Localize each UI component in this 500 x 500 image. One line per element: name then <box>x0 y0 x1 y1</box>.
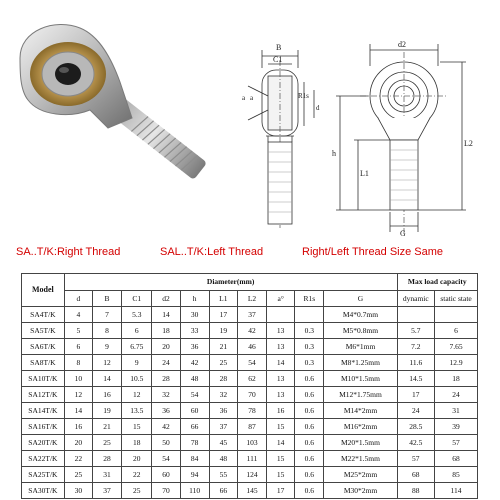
table-body <box>22 307 478 499</box>
table-cell: 14.5 <box>397 371 435 387</box>
table-cell: 8 <box>64 355 92 371</box>
table-cell: M6*1mm <box>324 339 397 355</box>
table-cell: 0.3 <box>295 339 324 355</box>
table-row <box>22 419 478 435</box>
table-cell: 16 <box>92 387 121 403</box>
product-photo <box>0 0 225 240</box>
table-cell: 85 <box>435 467 478 483</box>
table-cell: 42 <box>237 323 266 339</box>
table-cell: 14 <box>152 307 180 323</box>
model-cell: SA14T/K <box>22 403 65 419</box>
table-cell: 68 <box>397 467 435 483</box>
thread-labels <box>0 244 500 266</box>
table-cell: 9 <box>122 355 152 371</box>
table-cell: 28 <box>209 371 237 387</box>
table-cell: 88 <box>397 483 435 499</box>
table-cell: M12*1.75mm <box>324 387 397 403</box>
table-cell: 14 <box>267 355 295 371</box>
table-cell: 13 <box>267 339 295 355</box>
subheader-cell: G <box>324 291 397 307</box>
table-cell: 62 <box>237 371 266 387</box>
table-cell: 18 <box>152 323 180 339</box>
model-cell: SA25T/K <box>22 467 65 483</box>
table-cell: M10*1.5mm <box>324 371 397 387</box>
table-cell: 94 <box>180 467 209 483</box>
rod-end-head <box>20 25 132 128</box>
table-cell <box>295 307 324 323</box>
model-cell: SA10T/K <box>22 371 65 387</box>
table-cell: 68 <box>435 451 478 467</box>
table-cell: 103 <box>237 435 266 451</box>
spec-table <box>21 273 478 499</box>
table-cell: 25 <box>122 483 152 499</box>
table-row <box>22 467 478 483</box>
left-thread-label: SAL..T/K:Left Thread <box>160 246 264 258</box>
table-cell <box>267 307 295 323</box>
table-cell: 21 <box>92 419 121 435</box>
table-cell: 36 <box>152 403 180 419</box>
model-cell: SA20T/K <box>22 435 65 451</box>
subheader-cell: R1s <box>295 291 324 307</box>
table-cell: 0.6 <box>295 387 324 403</box>
table-cell: 4 <box>64 307 92 323</box>
table-cell: 0.6 <box>295 371 324 387</box>
table-cell: 31 <box>435 403 478 419</box>
table-cell: 60 <box>180 403 209 419</box>
model-cell: SA12T/K <box>22 387 65 403</box>
model-cell: SA6T/K <box>22 339 65 355</box>
table-cell: 78 <box>237 403 266 419</box>
size-same-label: Right/Left Thread Size Same <box>302 246 444 258</box>
table-cell: 7.2 <box>397 339 435 355</box>
table-cell: 111 <box>237 451 266 467</box>
table-cell: 0.3 <box>295 323 324 339</box>
table-row <box>22 451 478 467</box>
table-cell: 110 <box>180 483 209 499</box>
table-cell: 0.6 <box>295 419 324 435</box>
subheader-cell: C1 <box>122 291 152 307</box>
front-view <box>336 44 466 236</box>
table-cell: 45 <box>209 435 237 451</box>
table-cell: 70 <box>237 387 266 403</box>
table-cell: M4*0.7mm <box>324 307 397 323</box>
subheader-cell: static state <box>435 291 478 307</box>
table-cell: 33 <box>180 323 209 339</box>
table-row <box>22 371 478 387</box>
table-cell: 20 <box>64 435 92 451</box>
table-cell: 31 <box>92 467 121 483</box>
table-cell: 18 <box>122 435 152 451</box>
table-cell: 13.5 <box>122 403 152 419</box>
table-cell: 15 <box>267 419 295 435</box>
subheader-cell: L2 <box>237 291 266 307</box>
subheader-cell: dynamic <box>397 291 435 307</box>
side-view <box>248 50 314 228</box>
table-cell: 12 <box>122 387 152 403</box>
table-cell: 5 <box>64 323 92 339</box>
table-cell: 22 <box>122 467 152 483</box>
table-cell: 17 <box>209 307 237 323</box>
table-cell: 6.75 <box>122 339 152 355</box>
table-cell: M14*2mm <box>324 403 397 419</box>
table-cell: M22*1.5mm <box>324 451 397 467</box>
subheader-cell: a° <box>267 291 295 307</box>
subheader-cell: L1 <box>209 291 237 307</box>
table-cell: 12.9 <box>435 355 478 371</box>
table-cell: 0.6 <box>295 467 324 483</box>
dim-d2-label: d2 <box>398 40 406 49</box>
table-cell: 50 <box>152 435 180 451</box>
table-row <box>22 435 478 451</box>
dim-h-label: h <box>332 149 336 158</box>
table-cell: 7.65 <box>435 339 478 355</box>
table-cell: 54 <box>180 387 209 403</box>
table-cell: 17 <box>267 483 295 499</box>
table-row <box>22 355 478 371</box>
table-cell: 15 <box>267 451 295 467</box>
table-cell <box>397 307 435 323</box>
table-cell: 16 <box>64 419 92 435</box>
table-cell: 54 <box>237 355 266 371</box>
table-row <box>22 323 478 339</box>
table-cell: 14 <box>64 403 92 419</box>
header-model: Model <box>22 274 65 307</box>
table-cell: 10.5 <box>122 371 152 387</box>
table-cell: 42 <box>152 419 180 435</box>
table-cell: 18 <box>435 371 478 387</box>
table-cell: 19 <box>92 403 121 419</box>
table-cell: 36 <box>209 403 237 419</box>
table-cell: 37 <box>92 483 121 499</box>
table-cell: 32 <box>209 387 237 403</box>
table-row <box>22 339 478 355</box>
model-cell: SA22T/K <box>22 451 65 467</box>
model-cell: SA4T/K <box>22 307 65 323</box>
table-cell: 28 <box>152 371 180 387</box>
table-cell: 22 <box>64 451 92 467</box>
table-cell: 6 <box>64 339 92 355</box>
table-cell: 36 <box>180 339 209 355</box>
table-cell: 20 <box>122 451 152 467</box>
model-cell: SA30T/K <box>22 483 65 499</box>
technical-drawing <box>228 0 500 240</box>
table-header-row <box>22 274 478 291</box>
table-cell: 42.5 <box>397 435 435 451</box>
table-cell: 6 <box>122 323 152 339</box>
table-row <box>22 483 478 499</box>
table-cell: 15 <box>122 419 152 435</box>
table-cell: M5*0.8mm <box>324 323 397 339</box>
table-cell: 15 <box>267 467 295 483</box>
dim-g-label: G <box>400 229 406 238</box>
table-cell: M16*2mm <box>324 419 397 435</box>
table-cell: 6 <box>435 323 478 339</box>
table-cell: M20*1.5mm <box>324 435 397 451</box>
subheader-cell: d2 <box>152 291 180 307</box>
table-cell: 124 <box>237 467 266 483</box>
table-cell: 54 <box>152 451 180 467</box>
table-cell: 9 <box>92 339 121 355</box>
table-cell: 8 <box>92 323 121 339</box>
table-cell: 12 <box>64 387 92 403</box>
table-cell: 0.6 <box>295 451 324 467</box>
table-cell: 0.3 <box>295 355 324 371</box>
table-cell: 28 <box>92 451 121 467</box>
table-cell: 66 <box>209 483 237 499</box>
table-cell: 12 <box>92 355 121 371</box>
table-cell: 70 <box>152 483 180 499</box>
table-row <box>22 307 478 323</box>
table-cell: 14 <box>267 435 295 451</box>
table-cell: 19 <box>209 323 237 339</box>
table-cell: 7 <box>92 307 121 323</box>
table-cell: 78 <box>180 435 209 451</box>
table-cell: 25 <box>209 355 237 371</box>
table-cell: 21 <box>209 339 237 355</box>
table-cell: 13 <box>267 387 295 403</box>
table-cell: 57 <box>397 451 435 467</box>
header-diameter: Diameter(mm) <box>64 274 397 291</box>
table-subheader-row <box>22 291 478 307</box>
table-cell: 87 <box>237 419 266 435</box>
table-cell: 48 <box>209 451 237 467</box>
table-cell: 46 <box>237 339 266 355</box>
table-row <box>22 403 478 419</box>
dim-l1-label: L1 <box>360 169 369 178</box>
table-cell: 30 <box>64 483 92 499</box>
table-cell: 17 <box>397 387 435 403</box>
table-cell: 14 <box>92 371 121 387</box>
table-cell: 39 <box>435 419 478 435</box>
model-cell: SA16T/K <box>22 419 65 435</box>
subheader-cell: B <box>92 291 121 307</box>
dim-b-label: B <box>276 43 282 52</box>
dim-a1-label: a <box>242 94 246 102</box>
table-cell: 37 <box>237 307 266 323</box>
subheader-cell: d <box>64 291 92 307</box>
table-cell: 30 <box>180 307 209 323</box>
table-cell: 13 <box>267 371 295 387</box>
table-cell: 32 <box>152 387 180 403</box>
table-cell: 37 <box>209 419 237 435</box>
table-cell: 0.6 <box>295 435 324 451</box>
table-cell: M30*2mm <box>324 483 397 499</box>
table-cell: M8*1.25mm <box>324 355 397 371</box>
dim-c1-label: C1 <box>273 55 283 64</box>
table-cell: 10 <box>64 371 92 387</box>
table-cell <box>435 307 478 323</box>
table-cell: 84 <box>180 451 209 467</box>
table-cell: 114 <box>435 483 478 499</box>
table-cell: 145 <box>237 483 266 499</box>
dim-l2-label: L2 <box>464 139 473 148</box>
table-cell: 5.3 <box>122 307 152 323</box>
table-cell: 24 <box>435 387 478 403</box>
header-load: Max load capacity <box>397 274 477 291</box>
model-cell: SA5T/K <box>22 323 65 339</box>
right-thread-label: SA..T/K:Right Thread <box>16 246 121 258</box>
table-cell: 28.5 <box>397 419 435 435</box>
table-cell: 11.6 <box>397 355 435 371</box>
table-cell: M25*2mm <box>324 467 397 483</box>
table-cell: 25 <box>92 435 121 451</box>
table-cell: 55 <box>209 467 237 483</box>
table-cell: 20 <box>152 339 180 355</box>
subheader-cell: h <box>180 291 209 307</box>
table-cell: 57 <box>435 435 478 451</box>
dim-r1s-label: R1s <box>298 92 309 100</box>
table-cell: 25 <box>64 467 92 483</box>
dim-d-label: d <box>316 104 320 112</box>
table-cell: 0.6 <box>295 403 324 419</box>
table-cell: 60 <box>152 467 180 483</box>
model-cell: SA8T/K <box>22 355 65 371</box>
table-cell: 42 <box>180 355 209 371</box>
table-cell: 66 <box>180 419 209 435</box>
table-cell: 16 <box>267 403 295 419</box>
dim-a2-label: a <box>250 94 254 102</box>
table-cell: 13 <box>267 323 295 339</box>
table-cell: 24 <box>397 403 435 419</box>
table-row <box>22 387 478 403</box>
table-cell: 48 <box>180 371 209 387</box>
table-cell: 24 <box>152 355 180 371</box>
table-cell: 5.7 <box>397 323 435 339</box>
table-cell: 0.6 <box>295 483 324 499</box>
